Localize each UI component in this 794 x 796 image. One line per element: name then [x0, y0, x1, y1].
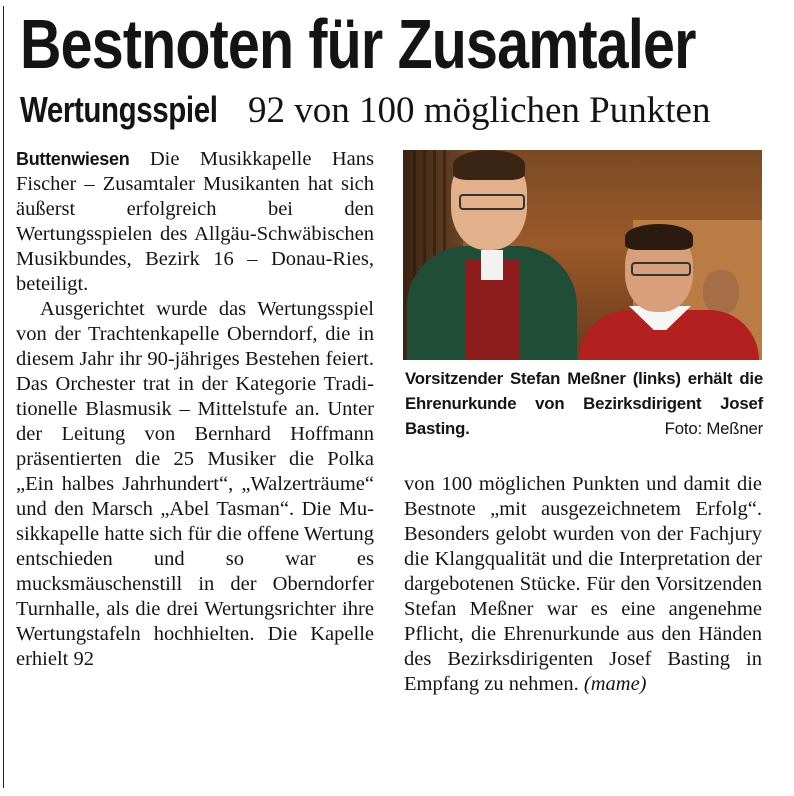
- paragraph-3-text: von 100 möglichen Punkten und damit die Bestnote „mit ausgezeichnetem Erfolg“. Besonders gelobt wurden von der Fachjury die Klangqualität und die Interpretation der dargebotenen Stücke. Für den Vorsitzenden Stefan Meßner war es eine angenehme Pflicht, die Ehrenurkunde aus den Händen des Bezirksdirigenten Josef Basting in Empfang zu nehmen.: [404, 473, 762, 695]
- background-person: [703, 270, 739, 314]
- photo-caption-text: Vorsitzender Stefan Meßner (links) erhält die Ehrenurkunde von Bezirksdirigent Josef Basting.: [405, 369, 763, 438]
- photo-caption: [405, 366, 763, 441]
- article-column-2: [404, 472, 762, 697]
- author-signature: (mame): [583, 673, 647, 695]
- subheadline-kicker: Wertungsspiel: [20, 89, 218, 130]
- column-rule: [3, 6, 4, 788]
- paragraph-2: Ausgerichtet wurde das Wertungsspiel von der Trachtenkapelle Oberndorf, die in diesem Jahr ihr 90-jähriges Bestehen feiert. Das Orchester trat in der Kategorie Traditionelle Blasmusik – Mittelstufe an. Unter der Leitung von Bernhard Hoffmann präsentierten die 25 Musiker die Polka „Ein halbes Jahrhundert“, „Walzerträume“ und den Marsch „Abel Tasman“. Die Musikkapelle hatte sich für die offene Wertung entschieden und so war es mucksmäuschenstill in der Oberndorfer Turnhalle, als die drei Wertungsrichter ihre Wertungstafeln hochhielten. Die Kapelle erhielt 92: [16, 298, 374, 670]
- paragraph-1-text: Die Musikkapelle Hans Fischer – Zusamtaler Musikanten hat sich äußerst erfolgreich bei den Wertungsspielen des Allgäu-Schwäbischen Musikbundes, Bezirk 16 – Donau-Ries, beteiligt.: [16, 148, 374, 295]
- subheadline-text: 92 von 100 möglichen Punkten: [248, 90, 711, 131]
- subheadline: [20, 86, 780, 134]
- dateline: Buttenwiesen: [16, 149, 130, 169]
- paragraph-1: [16, 147, 374, 297]
- photo-credit: Foto: Meßner: [664, 419, 763, 438]
- article-photo: [403, 150, 762, 360]
- article-column-1: [16, 147, 374, 672]
- headline: Bestnoten für Zusamtaler: [20, 5, 696, 83]
- paragraph-3: [404, 472, 762, 697]
